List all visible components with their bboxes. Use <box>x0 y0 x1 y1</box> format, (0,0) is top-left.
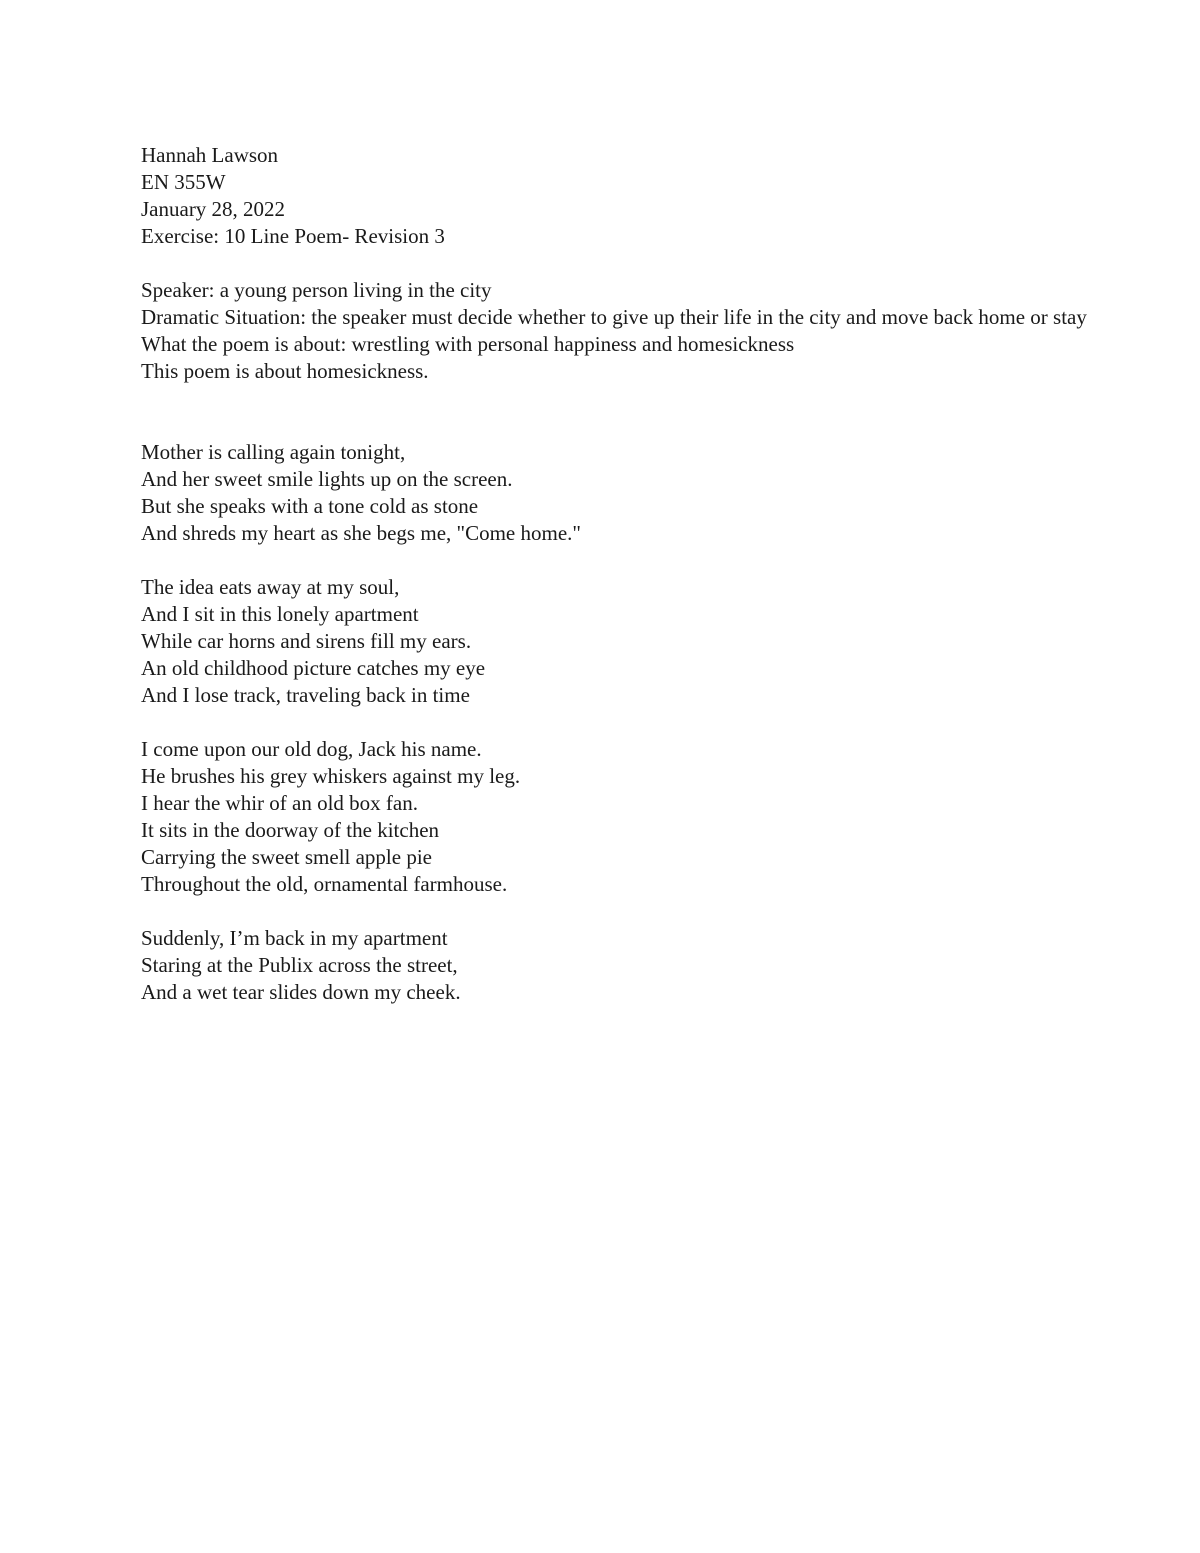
poem-line: Mother is calling again tonight, <box>141 440 406 464</box>
dramatic-situation-note: Dramatic Situation: the speaker must decide whether to give up their life in the city and move back home or stay <box>141 305 1087 329</box>
poem-line: And shreds my heart as she begs me, "Come home." <box>141 521 581 545</box>
poem-line: I hear the whir of an old box fan. <box>141 791 418 815</box>
poem-line: It sits in the doorway of the kitchen <box>141 818 440 842</box>
poem-line: I come upon our old dog, Jack his name. <box>141 737 482 761</box>
poem-line: And her sweet smile lights up on the screen. <box>141 467 513 491</box>
poem-line: Carrying the sweet smell apple pie <box>141 845 432 869</box>
poem-line: Staring at the Publix across the street, <box>141 953 458 977</box>
poem-line: An old childhood picture catches my eye <box>141 656 486 680</box>
poem-notes <box>141 277 1101 385</box>
document-body <box>141 142 1101 1006</box>
poem-line: But she speaks with a tone cold as stone <box>141 494 479 518</box>
poem-line: He brushes his grey whiskers against my leg. <box>141 764 521 788</box>
poem-about-note: What the poem is about: wrestling with personal happiness and homesickness <box>141 332 795 356</box>
assignment-title: Exercise: 10 Line Poem- Revision 3 <box>141 224 445 248</box>
poem-line: And I lose track, traveling back in time <box>141 683 470 707</box>
course-code: EN 355W <box>141 170 226 194</box>
document-date: January 28, 2022 <box>141 197 286 221</box>
poem-line: Throughout the old, ornamental farmhouse. <box>141 872 508 896</box>
spacer <box>141 898 1101 925</box>
spacer <box>141 547 1101 574</box>
poem-stanza-2 <box>141 574 1101 709</box>
spacer <box>141 385 1101 439</box>
header-block <box>141 142 1101 250</box>
author-name: Hannah Lawson <box>141 143 279 167</box>
poem-stanza-4 <box>141 925 1101 1006</box>
poem-line: And I sit in this lonely apartment <box>141 602 419 626</box>
poem-line: Suddenly, I’m back in my apartment <box>141 926 448 950</box>
poem-line: And a wet tear slides down my cheek. <box>141 980 461 1004</box>
spacer <box>141 709 1101 736</box>
poem-summary-note: This poem is about homesickness. <box>141 359 429 383</box>
speaker-note: Speaker: a young person living in the city <box>141 278 492 302</box>
poem-line: The idea eats away at my soul, <box>141 575 400 599</box>
spacer <box>141 250 1101 277</box>
poem-stanza-3 <box>141 736 1101 898</box>
poem-line: While car horns and sirens fill my ears. <box>141 629 472 653</box>
poem-stanza-1 <box>141 439 1101 547</box>
